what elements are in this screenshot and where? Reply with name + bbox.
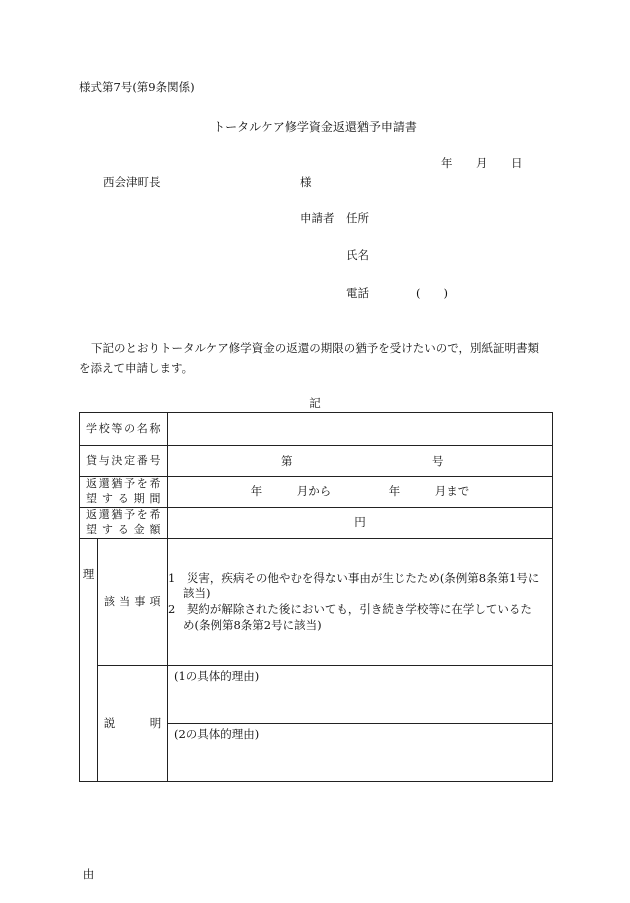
loan-row xyxy=(80,446,553,477)
items-row xyxy=(80,539,553,666)
items-label: 該当事項 xyxy=(104,594,161,608)
period-row xyxy=(80,477,553,508)
form-number: 様式第7号(第9条関係) xyxy=(79,80,195,94)
school-row xyxy=(80,413,553,446)
body-text-line1: 下記のとおりトータルケア修学資金の返還の期限の猶予を受けたいので，別紙証明書類 xyxy=(91,341,540,355)
period-label-1: 返還猶予を希 xyxy=(86,477,161,491)
date-day: 日 xyxy=(511,156,523,170)
body-text-line2: を添えて申請します。 xyxy=(79,361,194,375)
explain-row-1 xyxy=(80,666,553,724)
item1-line2: 該当) xyxy=(183,586,211,601)
amount-row xyxy=(80,508,553,539)
document-title: トータルケア修学資金返還猶予申請書 xyxy=(213,120,417,134)
applicant-phone-label: 電話 xyxy=(346,286,369,300)
date-month: 月 xyxy=(476,156,488,170)
item2-line1[interactable]: 2 契約が解除された後においても，引き続き学校等に在学しているた xyxy=(168,602,532,616)
item1-line1[interactable]: 1 災害，疾病その他やむを得ない事由が生じたため(条例第8条第1号に xyxy=(168,570,540,585)
explain2-field[interactable] xyxy=(168,724,553,782)
explain-label-cell xyxy=(98,666,168,782)
date-year: 年 xyxy=(441,156,453,170)
applicant-phone-paren: ( ) xyxy=(416,286,448,300)
school-label-cell xyxy=(80,413,168,446)
applicant-name-label: 氏名 xyxy=(346,248,369,262)
period-label-cell xyxy=(80,477,168,508)
application-table xyxy=(79,412,553,881)
explain1-label: (1の具体的理由) xyxy=(174,669,260,683)
school-name-field[interactable] xyxy=(168,413,553,446)
items-label-cell xyxy=(98,539,168,666)
reason-char-top: 理 xyxy=(82,567,95,581)
applicant-address-label: 任所 xyxy=(346,211,369,225)
school-label: 学校等の名称 xyxy=(86,421,161,435)
items-options-cell xyxy=(168,539,553,666)
loan-number-field[interactable] xyxy=(168,446,553,477)
loan-dai: 第 xyxy=(281,454,293,468)
reason-header-cell xyxy=(80,539,98,881)
item2-line2: め(条例第8条第2号に該当) xyxy=(183,617,322,632)
ki-heading: 記 xyxy=(309,396,321,410)
amount-label-2: 望する金額 xyxy=(86,523,161,536)
period-label-2: 望する期間 xyxy=(86,492,161,505)
period-value-field[interactable]: 年 月から 年 月まで xyxy=(168,477,553,508)
explain1-field[interactable] xyxy=(168,666,553,724)
explain-label: 説 明 xyxy=(103,715,162,730)
reason-char-bottom: 由 xyxy=(82,867,95,881)
amount-label-1: 返還猶予を希 xyxy=(86,508,161,522)
amount-value-field[interactable]: 円 xyxy=(168,508,553,539)
applicant-label: 申請者 xyxy=(300,211,335,225)
loan-label: 貸与決定番号 xyxy=(86,453,161,467)
addressee-honorific: 様 xyxy=(300,175,312,189)
loan-label-cell xyxy=(80,446,168,477)
loan-go: 号 xyxy=(432,454,444,468)
amount-label-cell xyxy=(80,508,168,539)
explain2-label: (2の具体的理由) xyxy=(174,727,260,741)
addressee-name: 西会津町長 xyxy=(103,175,161,189)
